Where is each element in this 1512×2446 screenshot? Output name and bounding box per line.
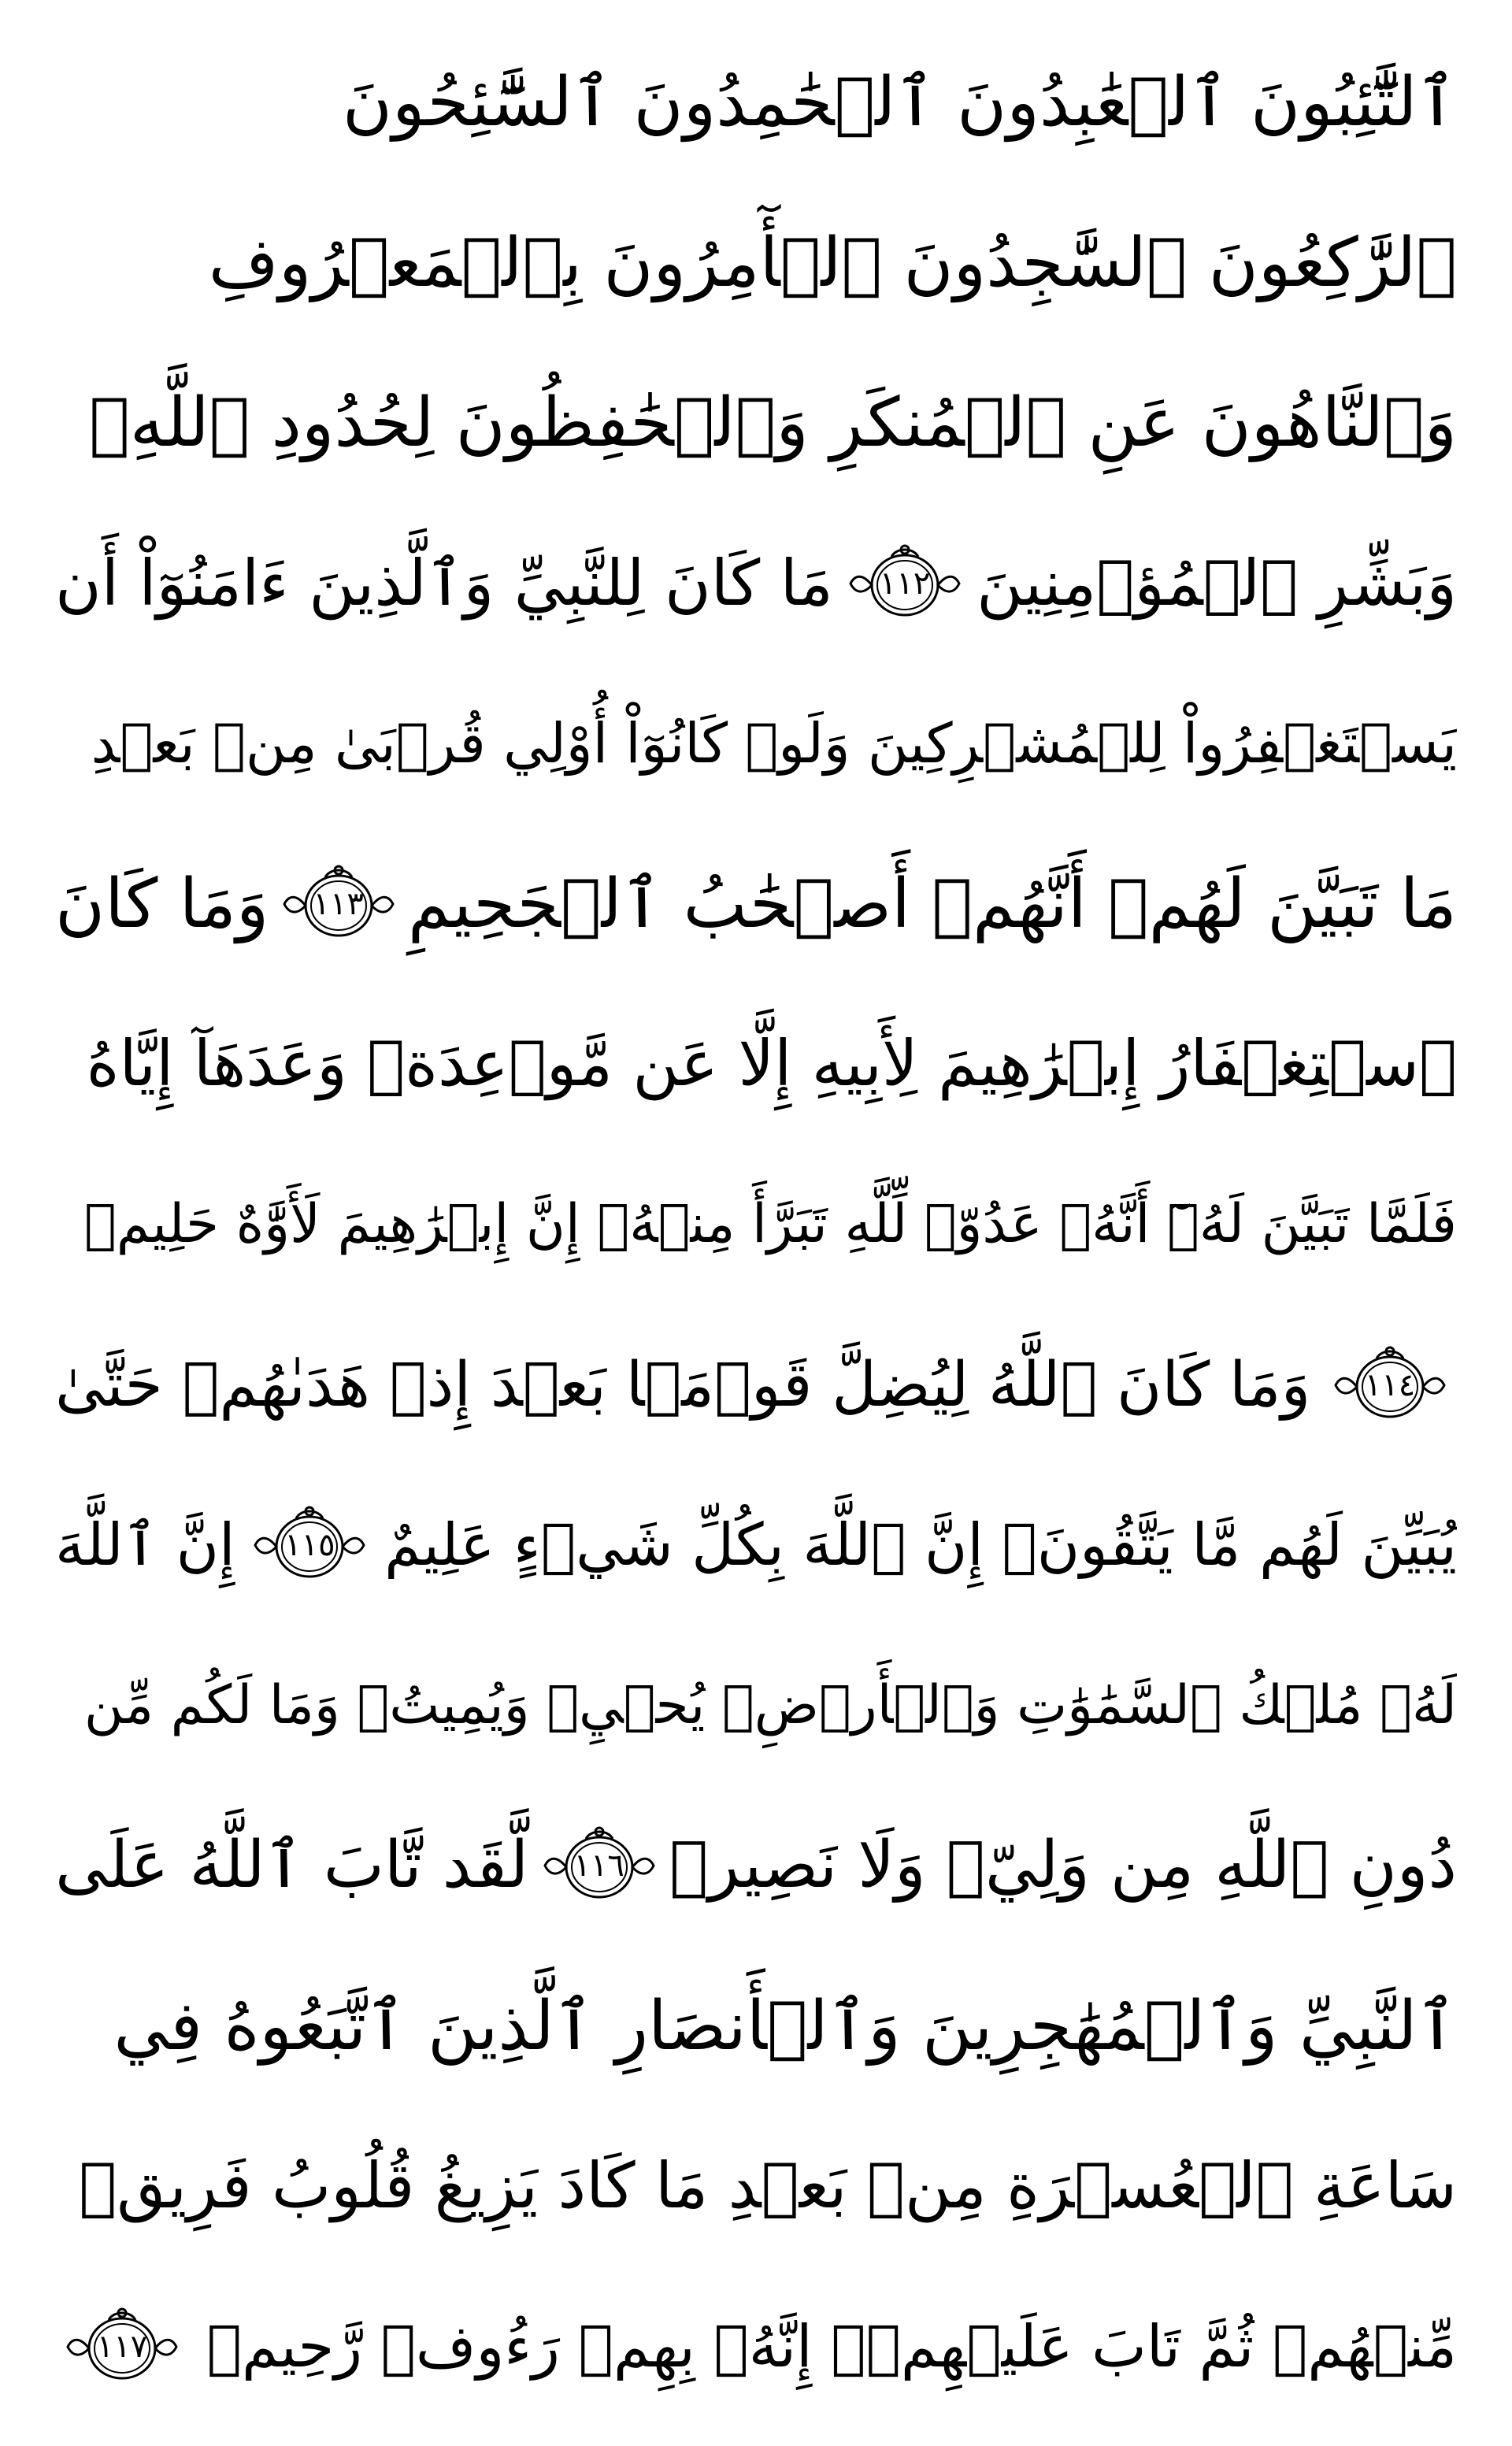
ayah-number: ١١٤	[1364, 1366, 1416, 1403]
ayah-marker	[63, 2306, 181, 2388]
ayah-marker	[846, 543, 964, 624]
verse-line	[55, 1795, 1457, 1936]
verse-lines	[55, 32, 1457, 2418]
verse-text: إِنَّ ٱللَّهَ	[55, 1511, 235, 1580]
verse-line	[55, 1635, 1457, 1777]
ayah-number: ١١٥	[284, 1527, 335, 1564]
verse-line	[55, 2276, 1457, 2418]
verse-text: سَاعَةِ ٱلۡعُسۡرَةِ مِنۢ بَعۡدِ مَا كَادَ يَزِيغُ قُلُوبُ فَرِيقٖ	[79, 2149, 1457, 2223]
ayah-marker	[1331, 1344, 1449, 1426]
ayah-number: ١١٦	[573, 1847, 624, 1885]
verse-text: ٱسۡتِغۡفَارُ إِبۡرَٰهِيمَ لِأَبِيهِ إِلَّا عَن مَّوۡعِدَةٖ وَعَدَهَآ إِيَّاهُ	[86, 1027, 1457, 1101]
verse-text: مَا كَانَ لِلنَّبِيِّ وَٱلَّذِينَ ءَامَنُوٓاْ أَن	[55, 546, 833, 620]
verse-text: لَهُۥ مُلۡكُ ٱلسَّمَٰوَٰتِ وَٱلۡأَرۡضِۖ يُحۡيِۦ وَيُمِيتُۚ وَمَا لَكُم مِّن	[83, 1673, 1457, 1736]
verse-text: لَّقَد تَّابَ ٱللَّهُ عَلَى	[55, 1828, 529, 1903]
ayah-marker	[280, 863, 398, 945]
verse-text: دُونِ ٱللَّهِ مِن وَلِيّٖ وَلَا نَصِيرٖ	[669, 1828, 1457, 1903]
verse-text: مِّنۡهُمۡ ثُمَّ تَابَ عَلَيۡهِمۡۚ إِنَّهُۥ بِهِمۡ رَءُوفٞ رَّحِيمٞ	[206, 2312, 1457, 2381]
verse-line	[55, 1474, 1457, 1616]
verse-text: فَلَمَّا تَبَيَّنَ لَهُۥٓ أَنَّهُۥ عَدُوّٞ لِّلَّهِ تَبَرَّأَ مِنۡهُۚ إِنَّ إِبۡرَٰهِيمَ لَأَوَّٰهٌ حَلِيمٞ	[83, 1192, 1457, 1255]
ayah-number: ١١٣	[313, 885, 364, 922]
verse-text: وَٱلنَّاهُونَ عَنِ ٱلۡمُنكَرِ وَٱلۡحَٰفِظُونَ لِحُدُودِ ٱللَّهِۗ	[89, 384, 1457, 463]
verse-text: مَا تَبَيَّنَ لَهُمۡ أَنَّهُمۡ أَصۡحَٰبُ ٱلۡجَحِيمِ	[407, 864, 1457, 943]
verse-text: يَسۡتَغۡفِرُواْ لِلۡمُشۡرِكِينَ وَلَوۡ كَانُوٓاْ أُوْلِي قُرۡبَىٰ مِنۢ بَعۡدِ	[91, 711, 1457, 776]
ayah-number: ١١٢	[879, 565, 931, 602]
verse-text: وَمَا كَانَ ٱللَّهُ لِيُضِلَّ قَوۡمَۢا بَعۡدَ إِذۡ هَدَىٰهُمۡ حَتَّىٰ	[55, 1349, 1311, 1421]
verse-text: ٱلنَّبِيِّ وَٱلۡمُهَٰجِرِينَ وَٱلۡأَنصَارِ ٱلَّذِينَ ٱتَّبَعُوهُ فِي	[113, 1986, 1457, 2066]
verse-line	[55, 2115, 1457, 2257]
verse-text: ٱلرَّٰكِعُونَ ٱلسَّٰجِدُونَ ٱلۡأٓمِرُونَ بِٱلۡمَعۡرُوفِ	[208, 223, 1457, 302]
verse-line	[55, 1955, 1457, 2097]
verse-text: ٱلتَّٰٓئِبُونَ ٱلۡعَٰبِدُونَ ٱلۡحَٰمِدُونَ ٱلسَّٰٓئِحُونَ	[342, 63, 1457, 142]
verse-line	[55, 352, 1457, 494]
verse-text: يُبَيِّنَ لَهُم مَّا يَتَّقُونَۚ إِنَّ ٱللَّهَ بِكُلِّ شَيۡءٍ عَلِيمٌ	[384, 1511, 1457, 1580]
verse-line	[55, 32, 1457, 173]
verse-line	[55, 1314, 1457, 1456]
verse-line	[55, 993, 1457, 1135]
verse-text: وَمَا كَانَ	[55, 864, 269, 943]
verse-line	[55, 513, 1457, 654]
verse-line	[55, 833, 1457, 975]
verse-text: وَبَشِّرِ ٱلۡمُؤۡمِنِينَ	[976, 546, 1457, 620]
ayah-marker	[540, 1825, 658, 1907]
verse-line	[55, 192, 1457, 334]
verse-line	[55, 1154, 1457, 1295]
verse-line	[55, 673, 1457, 814]
ayah-number: ١١٧	[96, 2328, 148, 2365]
ayah-marker	[250, 1504, 369, 1586]
